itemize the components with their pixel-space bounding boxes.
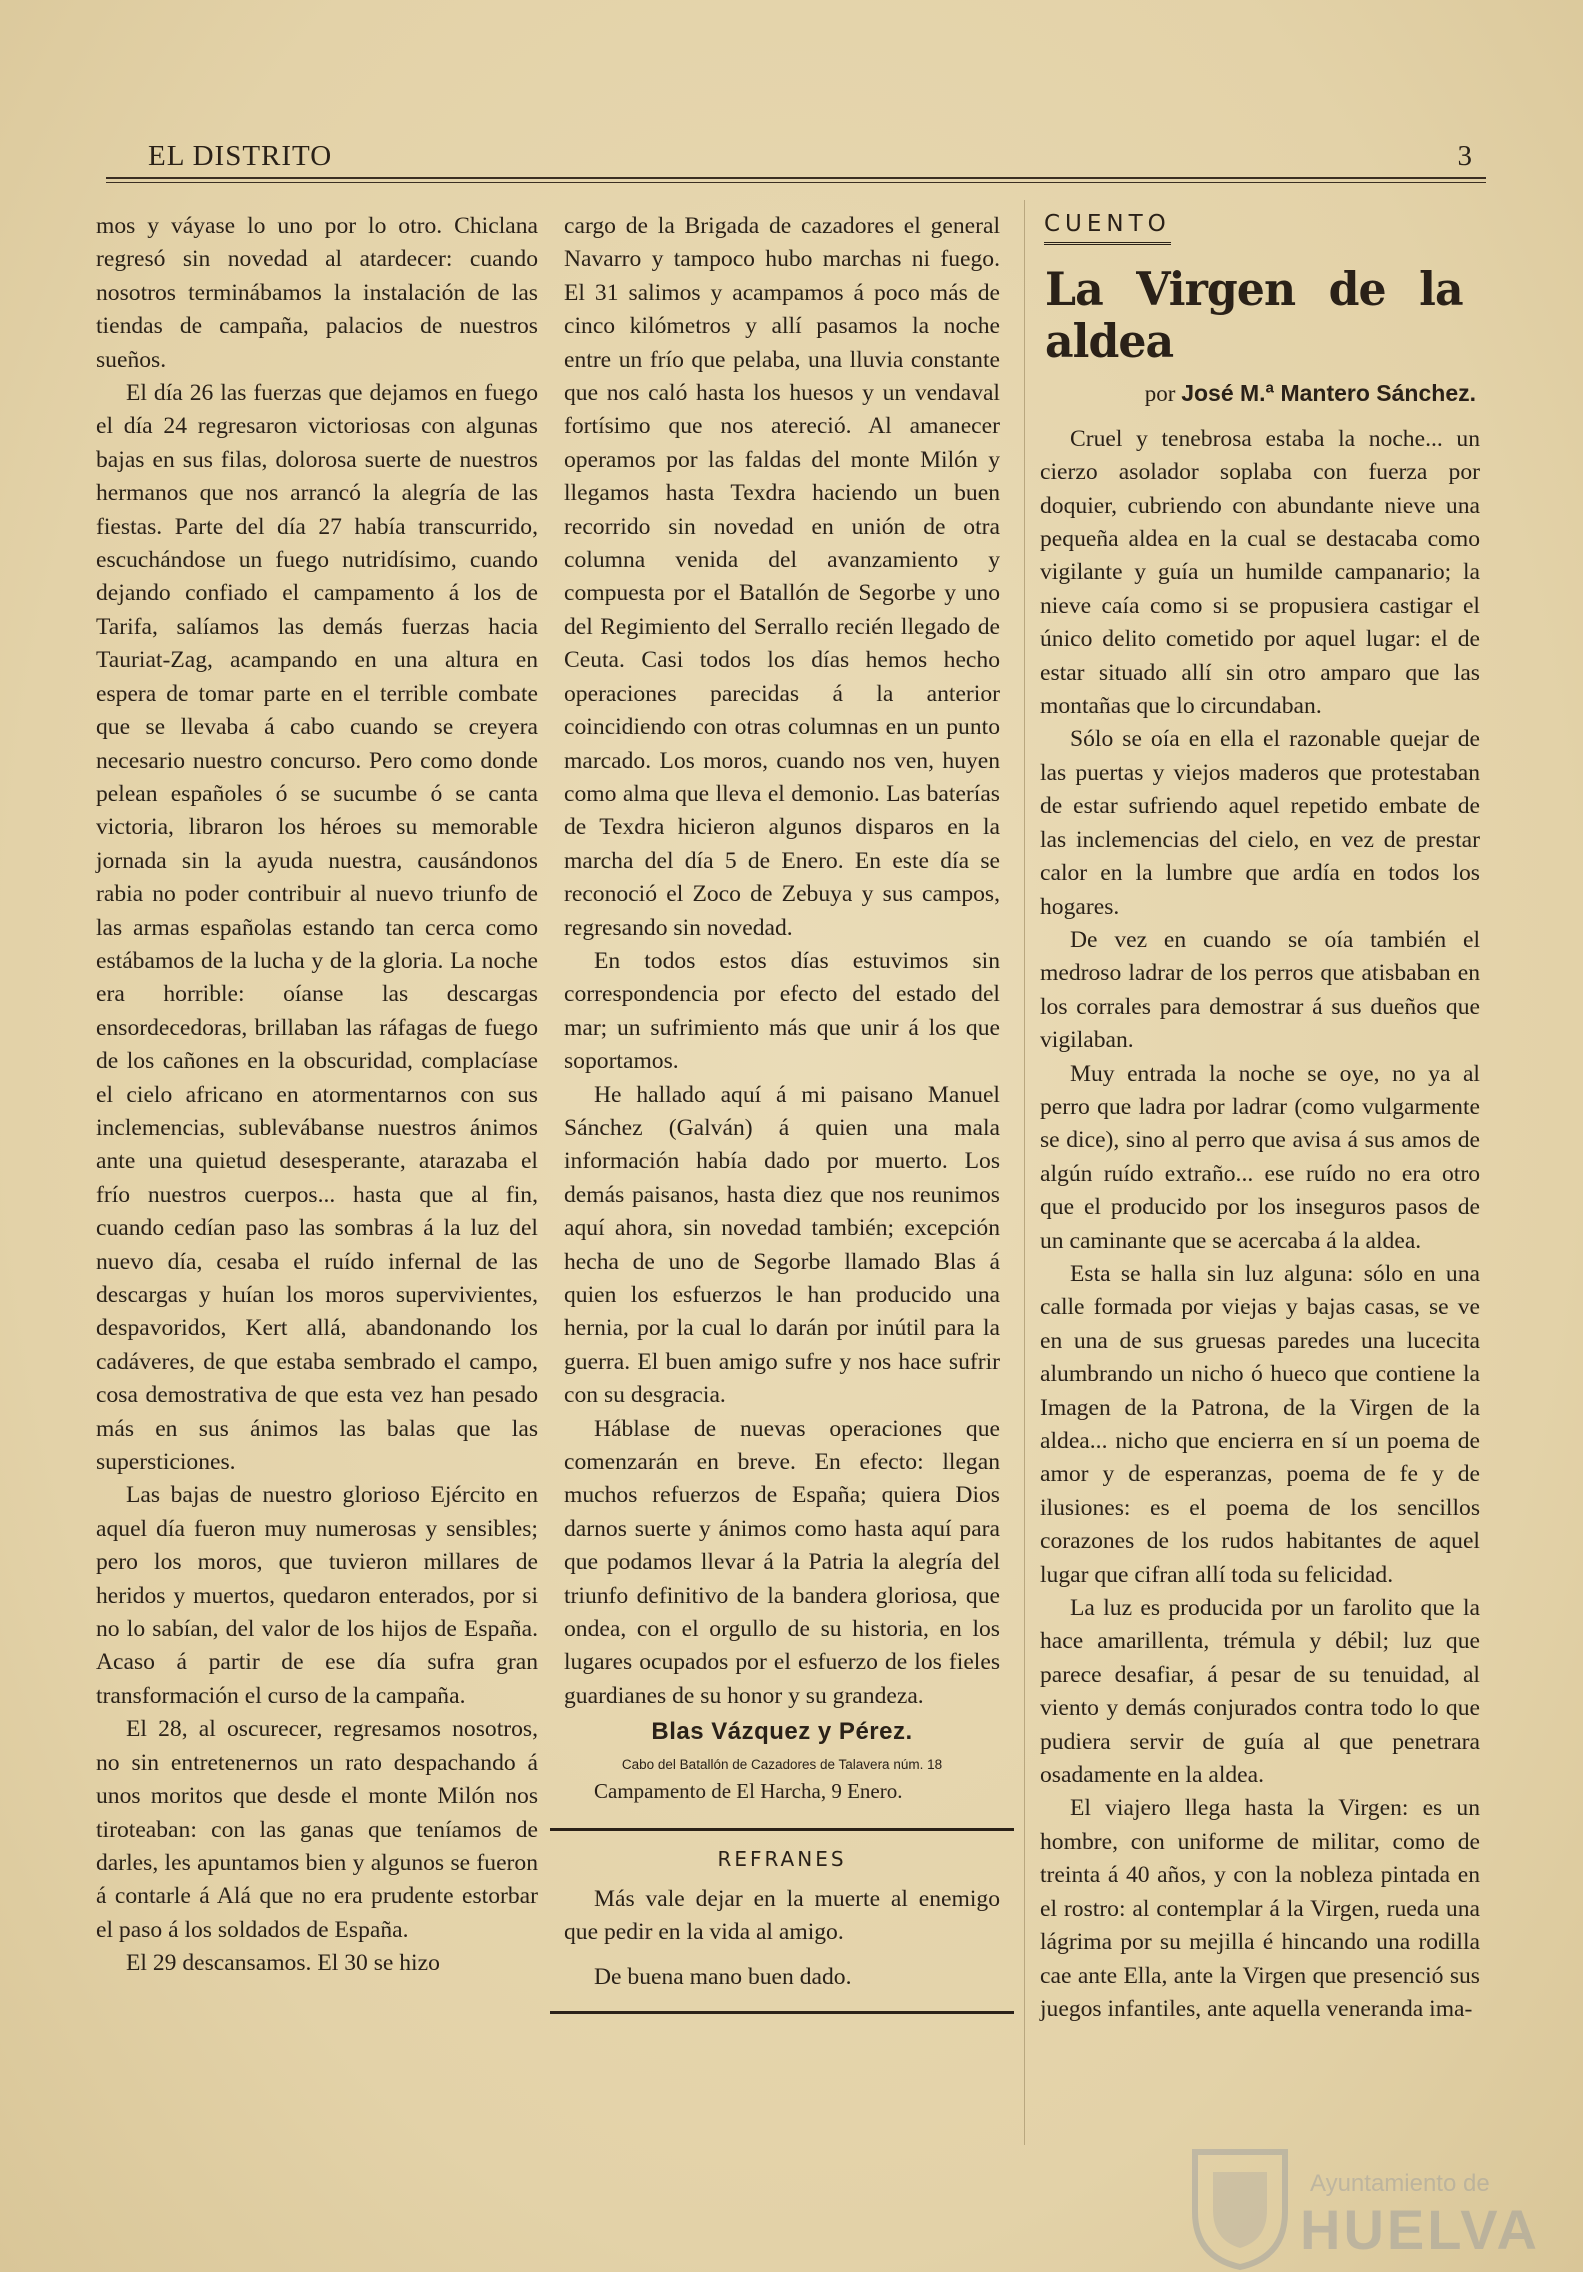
coat-of-arms-icon — [1185, 2142, 1295, 2272]
paragraph: El 28, al oscurecer, regresamos nosotros, no sin entretenernos un rato despachando á unos moritos que desde el monte Milón nos tiroteaban: con las ganas que teníamos de darles, les apuntamos bien y algunos se fueron á contarle á Alá que no era prudente estorbar el paso á los soldados de España. — [96, 1716, 538, 1943]
paragraph: El viajero llega hasta la Virgen: es un hombre, con uniforme de militar, como de treinta á 40 años, y con la nobleza pintada en el rostro: al contemplar á la Virgen, rueda una lágrima por su mejilla é hincando una rodilla cae ante Ella, ante la Virgen que presenció sus juegos infantiles, ante aquella veneranda ima- — [1040, 1795, 1480, 2022]
paragraph: Sólo se oía en ella el razonable quejar de las puertas y viejos maderos que protestaban de estar sufriendo aquel repetido embate de las inclemencias del cielo, en vez de prestar calor en la lumbre que ardía en todos los hogares. — [1040, 726, 1480, 920]
header-rule — [106, 177, 1486, 179]
paragraph: De vez en cuando se oía también el medroso ladrar de los perros que atisbaban en los corrales para demostrar á sus dueños que vigilaban. — [1040, 926, 1480, 1054]
paragraph: La luz es producida por un farolito que la hace amarillenta, trémula y débil; luz que parece desafiar, á pesar de su tenuidad, al viento y demás conjurados contra todo lo que pudiera servir de guía al que penetrara osadamente en la aldea. — [1040, 1595, 1480, 1789]
author-role: Cabo del Batallón de Cazadores de Talavera núm. 18 — [621, 1756, 943, 1772]
column-1 — [96, 210, 538, 1981]
refran: De buena mano buen dado. — [594, 1964, 852, 1991]
paragraph: Esta se halla sin luz alguna: sólo en una calle formada por viejas y bajas casas, se ve en una de sus gruesas paredes una lucecita alumbrando un nicho ó hueco que contiene la Imagen de la Patrona, de la Virgen de la aldea... nicho que encierra en sí un poema de amor y de esperanzas, poema de fe y de ilusiones: es el poema de los sencillos corazones de los rudos habitantes de aquel lugar que cifran allí toda su felicidad. — [1040, 1260, 1480, 1588]
paragraph: Muy entrada la noche se oye, no ya al perro que ladra por ladrar (como vulgarmente se dice), sino al perro que avisa á sus amos de algún ruído extraño... ese ruído no era otro que el producido por los inseguros pasos de un caminante que se acercaba á la aldea. — [1040, 1060, 1480, 1254]
paragraph: El día 26 las fuerzas que dejamos en fuego el día 24 regresaron victoriosas con algunas bajas en sus filas, dolorosa suerte de nuestros hermanos que nos arrancó la alegría de las fiestas. Parte del día 27 había transcurrido, escuchándose un fuego nutridísimo, cuando dejando confiado el campamento á los de Tarifa, salíamos las demás fuerzas hacia Tauriat-Zag, acampando en una altura en espera de tomar parte en el terrible combate que se llevaba á cabo cuando se creyera necesario nuestro concurso. Pero como donde pelean españoles ó se sucumbe ó se canta victoria, libraron los héroes su memorable jornada sin la ayuda nuestra, causándonos rabia no poder contribuir al nuevo triunfo de las armas españolas estando tan cerca como estábamos de la lucha y de la gloria. La noche era horrible: oíanse las descargas ensordecedoras, brillaban las ráfagas de fuego de los cañones en la obscuridad, complacíase el cielo africano en atormentarnos con sus inclemencias, sublevábanse nuestros ánimos ante una quietud desesperante, atarazaba el frío nuestros cuerpos... hasta que al fin, cuando cedían paso las sombras á la luz del nuevo día, cesaba el ruído infernal de las descargas y huían los moros supervivientes, despavoridos, Kert allá, abandonando los cadáveres, de que estaba sembrado el campo, cosa demostrativa de que esta vez han pesado más en sus ánimos las balas que las supersticiones. — [96, 380, 538, 1476]
paragraph: He hallado aquí á mi paisano Manuel Sánchez (Galván) á quien una mala información había dado por muerto. Los demás paisanos, hasta diez que nos reunimos aquí ahora, sin novedad también; excepción hecha de uno de Segorbe llamado Blas á quien los esfuerzos le han producido una hernia, por la cual lo darán por inútil para la guerra. El buen amigo sufre y nos hace sufrir con su desgracia. — [564, 1081, 1000, 1409]
page-number: 3 — [1457, 140, 1472, 172]
paragraph: mos y váyase lo uno por lo otro. Chiclana regresó sin novedad al atardecer: cuando nosotros terminábamos la instalación de las tiendas de campaña, palacios de nuestros sueños. — [96, 213, 538, 373]
story-title: La Virgen de la aldea — [1045, 262, 1463, 369]
paragraph: El 29 descansamos. El 30 se hizo — [126, 1950, 440, 1977]
paragraph: cargo de la Brigada de cazadores el general Navarro y tampoco hubo marchas ni fuego. El 31 salimos y acampamos á poco más de cinco kilómetros y allí pasamos la noche entre un frío que pelaba, una lluvia constante que nos caló hasta los huesos y un vendaval fortísimo que nos atereció. Al amanecer operamos por las faldas del monte Milón y llegamos hasta Texdra haciendo un buen recorrido sin novedad en unión de otra columna venida del avanzamiento y compuesta por el Batallón de Segorbe y uno del Regimiento del Serrallo recién llegado de Ceuta. Casi todos los días hemos hecho operaciones parecidas á la anterior coincidiendo con otras columnas en un punto marcado. Los moros, cuando nos ven, huyen como alma que lleva el demonio. Las baterías de Texdra hicieron algunos disparos en la marcha del día 5 de Enero. En este día se reconoció el Zoco de Zebuya y sus campos, regresando sin novedad. — [564, 213, 1000, 941]
publication-name: EL DISTRITO — [148, 140, 333, 172]
column-divider — [1024, 200, 1025, 2145]
watermark-line2: HUELVA — [1300, 2198, 1540, 2261]
section-label: CUENTO — [1044, 208, 1171, 245]
byline — [1040, 377, 1476, 410]
watermark-line1: Ayuntamiento de — [1310, 2170, 1490, 2197]
refran: Más vale dejar en la muerte al enemigo que pedir en la vida al amigo. — [564, 1885, 1000, 1945]
column-3 — [1040, 208, 1480, 2026]
refranes-heading: REFRANES — [717, 1847, 847, 1872]
paragraph: En todos estos días estuvimos sin correspondencia por efecto del estado del mar; un sufrimiento más que unir á los que soportamos. — [564, 947, 1000, 1075]
paragraph: Cruel y tenebrosa estaba la noche... un cierzo asolador soplaba con fuerza por doquier, cubriendo con abundante nieve una pequeña aldea en la cual se destacaba como vigilante y guía un humilde campanario; la nieve caía como si se propusiera castigar el único delito cometido por aquel lugar: el de estar situado allí sin otro amparo que las montañas que lo circundaban. — [1040, 425, 1480, 720]
author-name: José M.ª Mantero Sánchez. — [1181, 380, 1476, 407]
section-divider-bottom — [550, 2011, 1014, 2014]
place-date: Campamento de El Harcha, 9 Enero. — [594, 1778, 903, 1803]
section-divider — [550, 1828, 1014, 1831]
column-2 — [564, 210, 1000, 2014]
page-header — [140, 140, 1480, 180]
byline-prefix: por — [1144, 381, 1176, 407]
author-signature: Blas Vázquez y Pérez. — [651, 1718, 913, 1746]
archive-watermark — [1185, 2142, 1540, 2272]
paragraph: Háblase de nuevas operaciones que comenzarán en breve. En efecto: llegan muchos refuerzos de España; quiera Dios darnos suerte y ánimos como hasta aquí para que podamos llevar á la Patria la alegría del triunfo definitivo de la bandera gloriosa, que ondea, con el orgullo de su historia, en los lugares ocupados por el esfuerzo de los fieles guardianes de su honor y su grandeza. — [564, 1415, 1000, 1709]
paragraph: Las bajas de nuestro glorioso Ejército en aquel día fueron muy numerosas y sensibles; pero los moros, que tuvieron millares de heridos y muertos, quedaron enterados, por si no lo sabían, del valor de los hijos de España. Acaso á partir de ese día sufra gran transformación el curso de la campaña. — [96, 1482, 538, 1709]
header-rule-thin — [106, 182, 1486, 183]
